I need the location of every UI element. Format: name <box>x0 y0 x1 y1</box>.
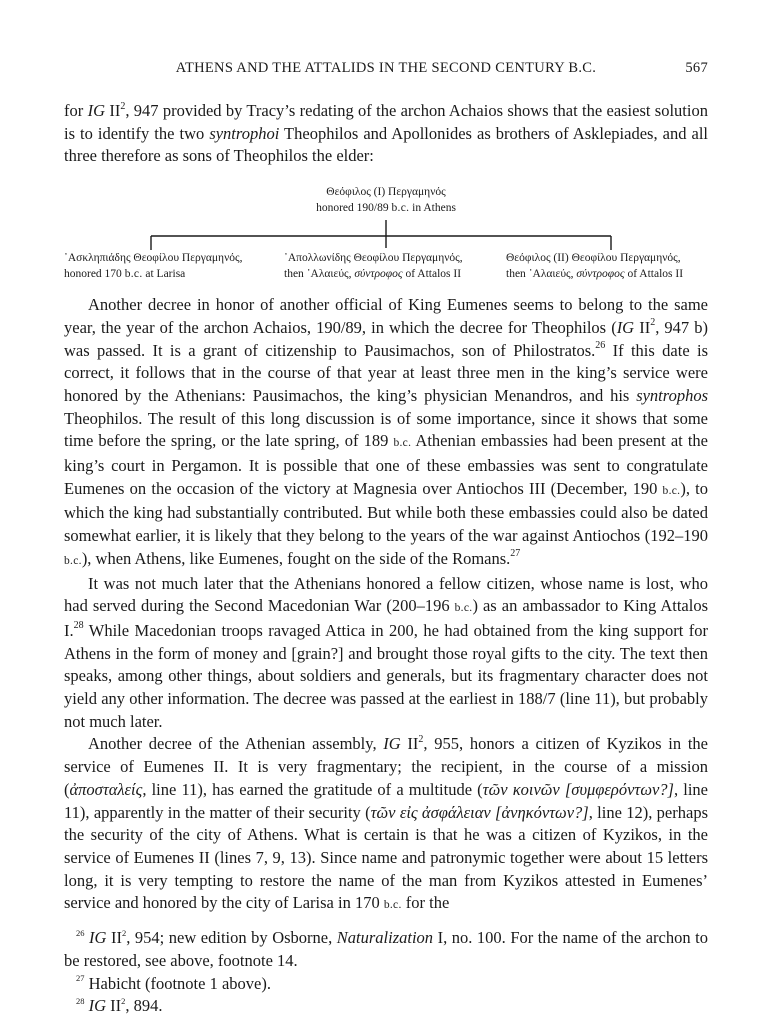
stemma-child-apollonides: ᾿Απολλωνίδης Θεοφίλου Περγαμηνός, then ᾿Αλαιεύς, σύντροφος of Attalos II <box>284 252 463 281</box>
running-title: ATHENS AND THE ATTALIDS IN THE SECOND CENTURY B.C. <box>175 60 597 76</box>
footnotes <box>64 927 708 1018</box>
footnote-28: $^{28}$ IG $II^2$, 894. <box>76 995 163 1016</box>
family-stemma <box>64 174 708 294</box>
stemma-root <box>276 184 496 216</box>
intro-paragraph: for IG $II^2$, 947 provided by Tracy’s redating of the archon Achaios shows that the easiest solution is to identify the two syntrophoi Theophilos and Apollonides as brothers of Asklepiades, and all three therefore as sons of Theophilos the elder: <box>64 100 708 166</box>
root-honored: honored 190/89 b.c. in Athens <box>316 202 456 215</box>
page <box>64 56 708 1018</box>
page-number: 567 <box>685 60 708 76</box>
running-head <box>64 56 708 82</box>
root-name: Θεόφιλος (Ι) Περγαμηνός <box>326 186 446 199</box>
footnote-27: $^{27}$ Habicht (footnote 1 above). <box>76 973 271 993</box>
stemma-child-theophilos-ii: Θεόφιλος (ΙΙ) Θεοφίλου Περγαμηνός, then ᾿Αλαιεύς, σύντροφος of Attalos II <box>506 252 684 281</box>
paragraph-ambassador: It was not much later that the Athenians honored a fellow citizen, whose name is lost, who had served during the Second Macedonian War (200–196 b.c.) as an ambassador to King Attalos I.$^{28}$ While Macedonian troops ravaged Attica in 200, he had obtained from the king support for Athens in the form of money and [grain?] and brought those royal gifts to the city. The text then speaks, among other things, about soldiers and generals, but its fragmentary character does not yield any other information. The decree was passed at the earliest in 188/7 (line 11), but probably not much later. <box>64 573 708 731</box>
footnote-ref-28: 28 <box>73 620 84 632</box>
stemma-child-asklepiades: ᾿Ασκληπιάδης Θεοφίλου Περγαμηνός, honored 170 b.c. at Larisa <box>64 252 243 281</box>
footnote-ref-27: 27 <box>510 548 521 560</box>
paragraph-pausimachos: Another decree in honor of another official of King Eumenes seems to belong to the same year, the year of the archon Achaios, 190/89, in which the decree for Theophilos (IG $II^2$, 947 b) was passed. It is a grant of citizenship to Pausimachos, son of Philostratos.$^{26}$ If this date is correct, it follows that in the course of that year at least three men in the king’s service were honored by the Athenians: Pausimachos, the king’s physician Menandros, and his syntrophos Theophilos. The result of this long discussion is of some importance, since it shows that some time before the spring, or the late spring, of 189 b.c. Athenian embassies had been present at the king’s court in Pergamon. It is possible that one of these embassies was sent to congratulate Eumenes on the occasion of the victory at Magnesia over Antiochos III (December, 190 b.c.), to which the king had substantially contributed. But while both these embassies could also be dated somewhat earlier, it is likely that they belong to the years of the war against Antiochos (192–190 b.c.), when Athens, like Eumenes, fought on the side of the Romans.$^{27}$ <box>64 295 708 568</box>
paragraph-kyzikos: Another decree of the Athenian assembly, IG $II^2$, 955, honors a citizen of Kyzikos in the service of Eumenes II. It is very fragmentary; the recipient, in the course of a mission (ἀποσταλείς, line 11), has earned the gratitude of a multitude (τῶν κοινῶν [συμφερόντων?], line 11), apparently in the matter of their security (τῶν εἰς ἀσφάλειαν [ἀνηκόντων?], line 12), perhaps the security of the city of Athens. What is certain is that he was a citizen of Kyzikos, in the service of Eumenes II (lines 7, 9, 13). Since name and patronymic together were about 15 letters long, it is very tempting to restore the name of the man from Kyzikos attested in Eumenes’ service and honored by the city of Larisa in 170 b.c. for the <box>64 733 708 913</box>
footnote-26: $^{26}$ IG $II^2$, 954; new edition by Osborne, Naturalization I, no. 100. For the name of the archon to be restored, see above, footnote 14. <box>64 927 708 970</box>
footnote-ref-26: 26 <box>595 340 606 352</box>
